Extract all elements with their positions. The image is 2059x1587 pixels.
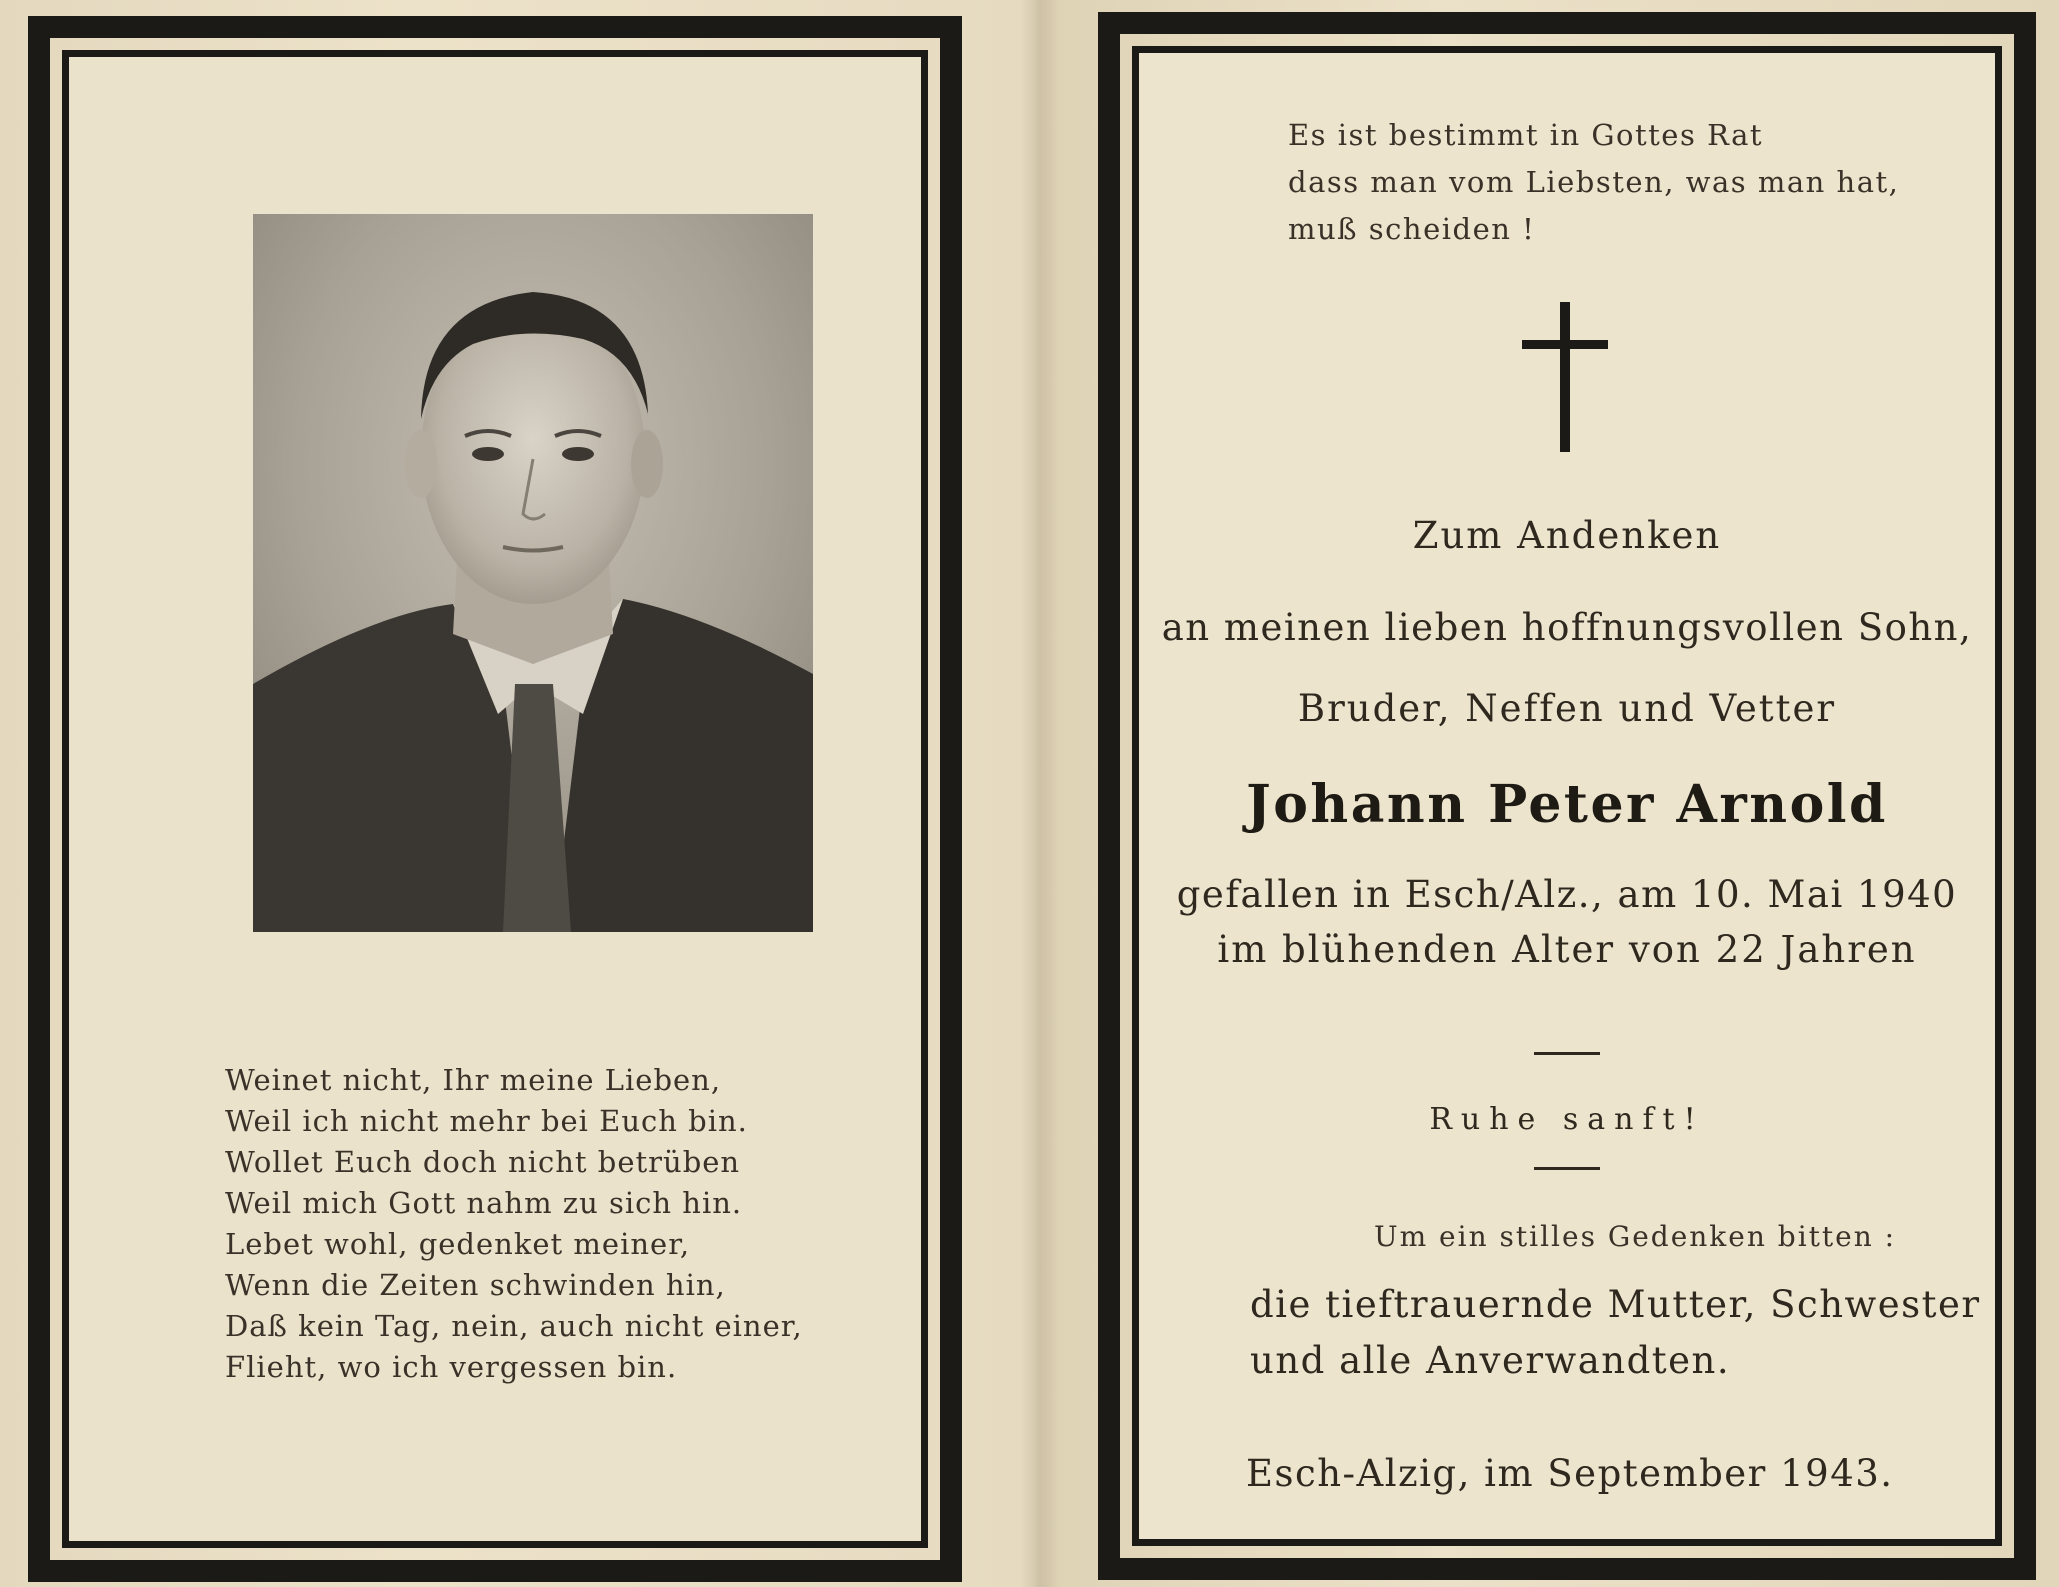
cross-vertical-bar — [1560, 302, 1570, 452]
poem-line: Weil mich Gott nahm zu sich hin. — [225, 1186, 743, 1220]
mourners — [1250, 1277, 1981, 1389]
dedication-line-2: Bruder, Neffen und Vetter — [1297, 687, 1837, 730]
motto-line: dass man vom Liebsten, was man hat, — [1288, 165, 1900, 199]
motto-line: Es ist bestimmt in Gottes Rat — [1288, 118, 1764, 152]
poem-line: Wollet Euch doch nicht betrüben — [225, 1145, 741, 1179]
poem-line: Wenn die Zeiten schwinden hin, — [225, 1268, 726, 1302]
rest-in-peace: Ruhe sanft! — [1429, 1102, 1705, 1137]
motto — [1288, 112, 1899, 253]
portrait-photo — [253, 214, 813, 932]
divider-top — [1534, 1052, 1600, 1055]
left-inner-border — [62, 50, 928, 1548]
andenken-heading: Zum Andenken — [1412, 514, 1722, 557]
death-line-1: gefallen in Esch/Alz., am 10. Mai 1940 — [1176, 873, 1958, 916]
poem — [225, 1060, 925, 1388]
poem-line: Daß kein Tag, nein, auch nicht einer, — [225, 1309, 803, 1343]
right-inner-border — [1132, 46, 2002, 1546]
dedication-line-1: an meinen lieben hoffnungsvollen Sohn, — [1161, 606, 1973, 649]
poem-line: Flieht, wo ich vergessen bin. — [225, 1350, 678, 1384]
cross-horizontal-bar — [1522, 340, 1608, 349]
poem-line: Weil ich nicht mehr bei Euch bin. — [225, 1104, 748, 1138]
center-fold — [1020, 0, 1060, 1587]
death-line-2: im blühenden Alter von 22 Jahren — [1217, 928, 1917, 971]
right-card — [1098, 12, 2036, 1580]
cross-icon — [1522, 302, 1608, 452]
portrait-figure — [253, 214, 813, 932]
poem-line: Lebet wohl, gedenket meiner, — [225, 1227, 691, 1261]
remembrance-request: Um ein stilles Gedenken bitten : — [1374, 1220, 1897, 1253]
divider-bottom — [1534, 1167, 1600, 1170]
deceased-name: Johann Peter Arnold — [1246, 774, 1888, 835]
motto-line: muß scheiden ! — [1288, 212, 1536, 246]
poem-line: Weinet nicht, Ihr meine Lieben, — [225, 1063, 722, 1097]
left-card — [28, 16, 962, 1582]
mourners-line: und alle Anverwandten. — [1250, 1339, 1731, 1382]
place-and-date: Esch-Alzig, im September 1943. — [1246, 1452, 1894, 1495]
mourners-line: die tieftrauernde Mutter, Schwester — [1250, 1283, 1981, 1326]
right-card-content — [1098, 12, 2036, 1580]
